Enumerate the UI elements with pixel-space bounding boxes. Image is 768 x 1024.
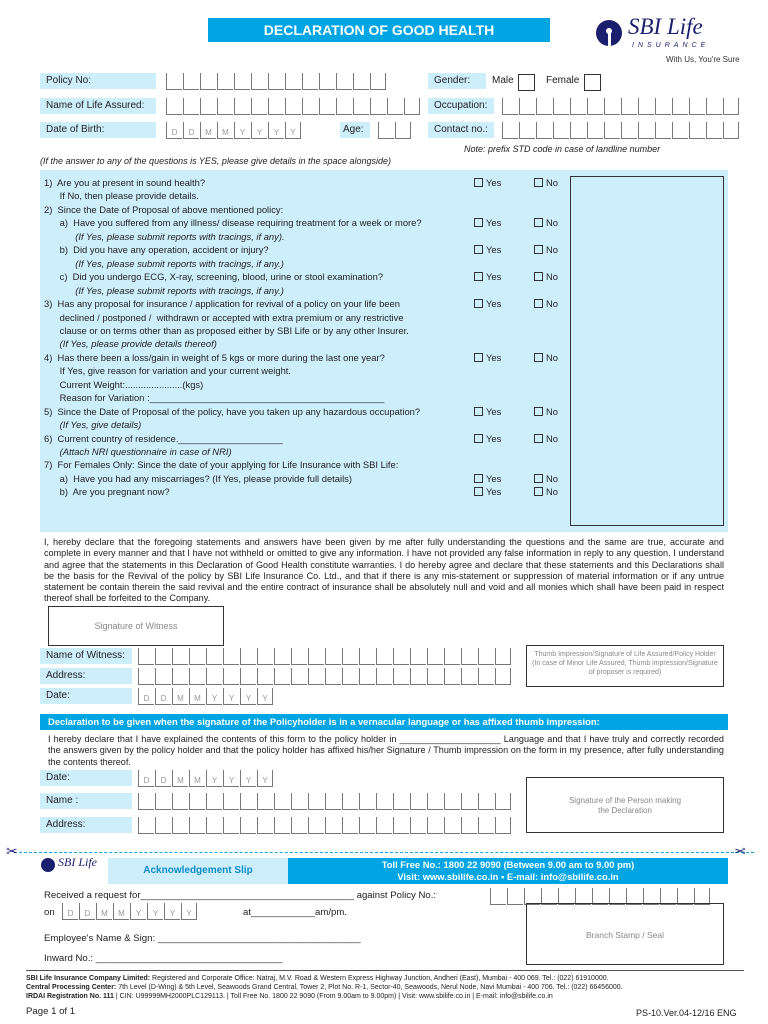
scissors-icon: ✂ xyxy=(6,843,18,859)
witness-signature-box[interactable]: Signature of Witness xyxy=(48,606,224,646)
yes-checkbox[interactable] xyxy=(474,218,483,227)
ack-logo-icon xyxy=(41,858,55,872)
form-code: PS-10.Ver.04-12/16 ENG xyxy=(636,1008,737,1018)
no-label: No xyxy=(546,271,558,283)
no-checkbox[interactable] xyxy=(534,407,543,416)
question-row: (Attach NRI questionnaire in case of NRI) xyxy=(44,446,232,457)
age-boxes[interactable] xyxy=(378,122,412,139)
name-assured-label: Name of Life Assured: xyxy=(40,98,156,114)
no-option[interactable] xyxy=(534,406,558,418)
footer-line-3: IRDAI Registration No. 111 | CIN: U99999MH2000PLC129113. | Toll Free No. 1800 22 9090 (From 9.00am to 9.00pm) | Visit: www.sbilife.co.in | E-mail: info@sbilife.co.in xyxy=(26,993,553,1000)
yes-checkbox[interactable] xyxy=(474,434,483,443)
footer-line-1: SBI Life Insurance Company Limited: Registered and Corporate Office: Natraj, M.V. Road & Western Express Highway Junction, Andheri (East), Mumbai - 400 069. Tel.: (022) 61910000. xyxy=(26,975,609,982)
witness-date-label: Date: xyxy=(40,688,132,704)
no-checkbox[interactable] xyxy=(534,434,543,443)
on-label: on xyxy=(44,907,55,918)
no-label: No xyxy=(546,405,558,417)
witness-name-label: Name of Witness: xyxy=(40,648,132,664)
vernacular-name-label: Name : xyxy=(40,793,132,809)
age-label: Age: xyxy=(340,122,370,138)
no-option[interactable] xyxy=(534,433,558,445)
witness-address-boxes[interactable] xyxy=(138,668,512,685)
yes-option[interactable] xyxy=(474,486,501,498)
yes-option[interactable] xyxy=(474,352,501,364)
gender-label: Gender: xyxy=(428,73,486,89)
question-row: (If Yes, give details) xyxy=(44,419,142,431)
question-row: (If Yes, please provide details thereof) xyxy=(44,338,217,350)
yes-checkbox[interactable] xyxy=(474,474,483,483)
occupation-boxes[interactable] xyxy=(502,98,740,115)
tollfree-text: Toll Free No.: 1800 22 9090 (Between 9.00 am to 9.00 pm) xyxy=(381,859,635,870)
no-label: No xyxy=(546,177,558,188)
question-row: declined / postponed / withdrawn or accepted with extra premium or any restrictive xyxy=(44,311,404,323)
vernacular-heading: Declaration to be given when the signature of the Policyholder is in a vernacular language or has affixed thumb impression: xyxy=(40,714,728,730)
declaration-text: I, hereby declare that the foregoing statements and answers have been given by me after fully understanding the questions and the same are true, accurate and complete in every manner and that I have not withheld or omitted to give any information. I have not provided any false information in reply to any question. I understand and agree that the statements in this Declaration of Good Health constitute warranties. I do hereby agree and declare that these statements and this Declarations shall be the basis for the Revival of the policy by SBI Life Insurance Co. Ltd., and that if there is any mis-statement or suppression of material information or if any untrue statement be contain therein the said revival and the entire contract of insurance shall be absolutely null and void and all monies which shall have been paid in respect thereof shall be forfeited to the Company. xyxy=(44,537,724,604)
question-row: (If Yes, please submit reports with tracings, if any). xyxy=(44,230,285,242)
yes-option[interactable] xyxy=(474,217,501,229)
witness-date-boxes[interactable]: D D M M Y Y Y Y xyxy=(138,688,274,705)
vernacular-address-boxes[interactable] xyxy=(138,817,512,834)
yes-option[interactable] xyxy=(474,177,501,189)
std-note: Note: prefix STD code in case of landline number xyxy=(464,144,661,154)
yes-label: Yes xyxy=(486,486,502,498)
question-row: Current Weight:......................(kgs) xyxy=(44,378,204,390)
yes-label: Yes xyxy=(486,177,502,188)
yes-label: Yes xyxy=(486,217,502,229)
no-checkbox[interactable] xyxy=(534,178,543,187)
question-row: 1) Are you at present in sound health? xyxy=(44,177,206,188)
declarer-signature-box[interactable]: Signature of the Person making the Declaration xyxy=(526,777,724,833)
branch-stamp-box[interactable]: Branch Stamp / Seal xyxy=(526,903,724,965)
no-label: No xyxy=(546,244,558,256)
question-row: a) Have you suffered from any illness/ disease requiring treatment for a week or more? xyxy=(44,217,422,229)
yes-label: Yes xyxy=(486,298,502,310)
dob-boxes[interactable]: D D M M Y Y Y Y xyxy=(166,122,302,139)
no-label: No xyxy=(546,486,558,498)
no-label: No xyxy=(546,298,558,310)
no-option[interactable] xyxy=(534,271,558,283)
question-row: 2) Since the Date of Proposal of above mentioned policy: xyxy=(44,203,284,215)
yes-option[interactable] xyxy=(474,271,501,283)
no-label: No xyxy=(546,432,558,444)
no-checkbox[interactable] xyxy=(534,487,543,496)
yes-checkbox[interactable] xyxy=(474,178,483,187)
yes-label: Yes xyxy=(486,472,502,484)
no-checkbox[interactable] xyxy=(534,474,543,483)
thumb-impression-box[interactable]: Thumb Impression/Signature of Life Assured/Policy Holder (In case of Minor Life Assured, Thumb impression/Signature of proposer is required) xyxy=(526,645,724,687)
no-option[interactable] xyxy=(534,177,558,189)
witness-address-label: Address: xyxy=(40,668,132,684)
yes-label: Yes xyxy=(486,432,502,444)
ack-title: Acknowledgement Slip xyxy=(108,858,288,884)
no-label: No xyxy=(546,351,558,363)
no-checkbox[interactable] xyxy=(534,218,543,227)
contact-label: Contact no.: xyxy=(428,122,494,138)
question-row: 6) Current country of residence.____________________ xyxy=(44,432,283,444)
no-label: No xyxy=(546,472,558,484)
yes-option[interactable] xyxy=(474,298,501,310)
male-label: Male xyxy=(492,75,514,86)
question-row: (If Yes, please submit reports with tracings, if any.) xyxy=(44,284,284,296)
tagline: With Us, You're Sure xyxy=(666,55,740,64)
vernacular-text: I hereby declare that I have explained the contents of this form to the policy holder in ____________________ Language and that I have truly and correctly recorded the answers given by the policy holder and that the policy holder has affixed his/her Signature / Thumb impression on the form in my presence, after fully understanding the contents thereof. xyxy=(48,734,724,767)
question-row: 7) For Females Only: Since the date of your applying for Life Insurance with SBI Life: xyxy=(44,459,399,471)
yes-option[interactable] xyxy=(474,433,501,445)
yes-label: Yes xyxy=(486,244,502,256)
contact-boxes[interactable] xyxy=(502,122,740,139)
vernacular-name-boxes[interactable] xyxy=(138,793,512,810)
yes-option[interactable] xyxy=(474,473,501,485)
instruction: (If the answer to any of the questions is YES, please give details in the space alongside) xyxy=(40,156,392,166)
yes-option[interactable] xyxy=(474,406,501,418)
no-checkbox[interactable] xyxy=(534,353,543,362)
yes-option[interactable] xyxy=(474,244,501,256)
question-row: c) Did you undergo ECG, X-ray, screening, blood, urine or stool examination? xyxy=(44,271,384,283)
name-assured-boxes[interactable] xyxy=(166,98,421,115)
logo-subtext: INSURANCE xyxy=(632,42,710,49)
details-box[interactable] xyxy=(570,176,724,526)
occupation-label: Occupation: xyxy=(428,98,494,114)
no-checkbox[interactable] xyxy=(534,272,543,281)
yes-checkbox[interactable] xyxy=(474,299,483,308)
logo-text: SBI Life xyxy=(628,14,703,39)
visit-text: Visit: www.sbilife.co.in • E-mail: info@sbilife.co.in xyxy=(397,871,619,882)
no-option[interactable] xyxy=(534,244,558,256)
inward-line[interactable]: Inward No.: ___________________________________ xyxy=(44,953,283,964)
policy-no-boxes[interactable] xyxy=(166,73,387,90)
question-row: If No, then please provide details. xyxy=(44,190,199,202)
no-option[interactable] xyxy=(534,217,558,229)
female-checkbox[interactable] xyxy=(584,74,601,91)
question-row: b) Did you have any operation, accident or injury? xyxy=(44,244,269,256)
question-row: 3) Has any proposal for insurance / application for revival of a policy on your life been xyxy=(44,298,400,310)
scissors-icon: ✂ xyxy=(734,843,746,859)
ack-contact-bar xyxy=(288,858,728,884)
cut-line xyxy=(14,852,754,853)
no-option[interactable] xyxy=(534,298,558,310)
at-time-line[interactable]: at____________am/pm. xyxy=(243,907,348,918)
ack-date-boxes[interactable]: D D M M Y Y Y Y xyxy=(62,903,198,920)
yes-label: Yes xyxy=(486,351,502,363)
page-number: Page 1 of 1 xyxy=(26,1006,76,1017)
female-label: Female xyxy=(546,75,580,86)
no-checkbox[interactable] xyxy=(534,299,543,308)
title-bar: DECLARATION OF GOOD HEALTH xyxy=(208,18,550,42)
question-row: 4) Has there been a loss/gain in weight of 5 kgs or more during the last one year? xyxy=(44,351,385,363)
no-label: No xyxy=(546,217,558,229)
question-row: b) Are you pregnant now? xyxy=(44,486,170,498)
footer-line-2: Central Processing Center: 7th Level (D-Wing) & 5th Level, Seawoods Grand Central, Tower 2, Plot No. R-1, Sector-40, Seawoods, Nerul Node, Navi Mumbai - 400 706. Tel.: (022) 66456000. xyxy=(26,984,623,991)
witness-name-boxes[interactable] xyxy=(138,648,512,665)
question-row: (If Yes, please submit reports with tracings, if any.) xyxy=(44,257,284,269)
question-row: clause or on terms other than as proposed either by SBI Life or by any other Insurer. xyxy=(44,324,409,336)
question-row: If Yes, give reason for variation and your current weight. xyxy=(44,365,292,377)
no-checkbox[interactable] xyxy=(534,245,543,254)
footer-divider xyxy=(26,970,744,971)
vernacular-date-label: Date: xyxy=(40,770,132,786)
question-row: Reason for Variation :_____________________________________________ xyxy=(44,392,385,404)
yes-checkbox[interactable] xyxy=(474,245,483,254)
vernacular-address-label: Address: xyxy=(40,817,132,833)
received-line[interactable]: Received a request for________________________________________ against Policy No.: xyxy=(44,890,437,901)
yes-checkbox[interactable] xyxy=(474,272,483,281)
question-row: 5) Since the Date of Proposal of the policy, have you taken up any hazardous occupation? xyxy=(44,405,421,417)
yes-checkbox[interactable] xyxy=(474,353,483,362)
dob-label: Date of Birth: xyxy=(40,122,156,138)
policy-no-label: Policy No: xyxy=(40,73,156,89)
yes-checkbox[interactable] xyxy=(474,407,483,416)
yes-checkbox[interactable] xyxy=(474,487,483,496)
yes-label: Yes xyxy=(486,405,502,417)
no-option[interactable] xyxy=(534,473,558,485)
no-option[interactable] xyxy=(534,352,558,364)
employee-line[interactable]: Employee's Name & Sign: ______________________________________ xyxy=(44,933,361,944)
yes-label: Yes xyxy=(486,271,502,283)
question-row: a) Have you had any miscarriages? (If Yes, please provide full details) xyxy=(44,472,352,484)
vernacular-date-boxes[interactable]: D D M M Y Y Y Y xyxy=(138,770,274,787)
ack-logo-text: SBI Life xyxy=(58,855,97,869)
male-checkbox[interactable] xyxy=(518,74,535,91)
sbi-logo-icon xyxy=(596,20,622,46)
no-option[interactable] xyxy=(534,486,558,498)
